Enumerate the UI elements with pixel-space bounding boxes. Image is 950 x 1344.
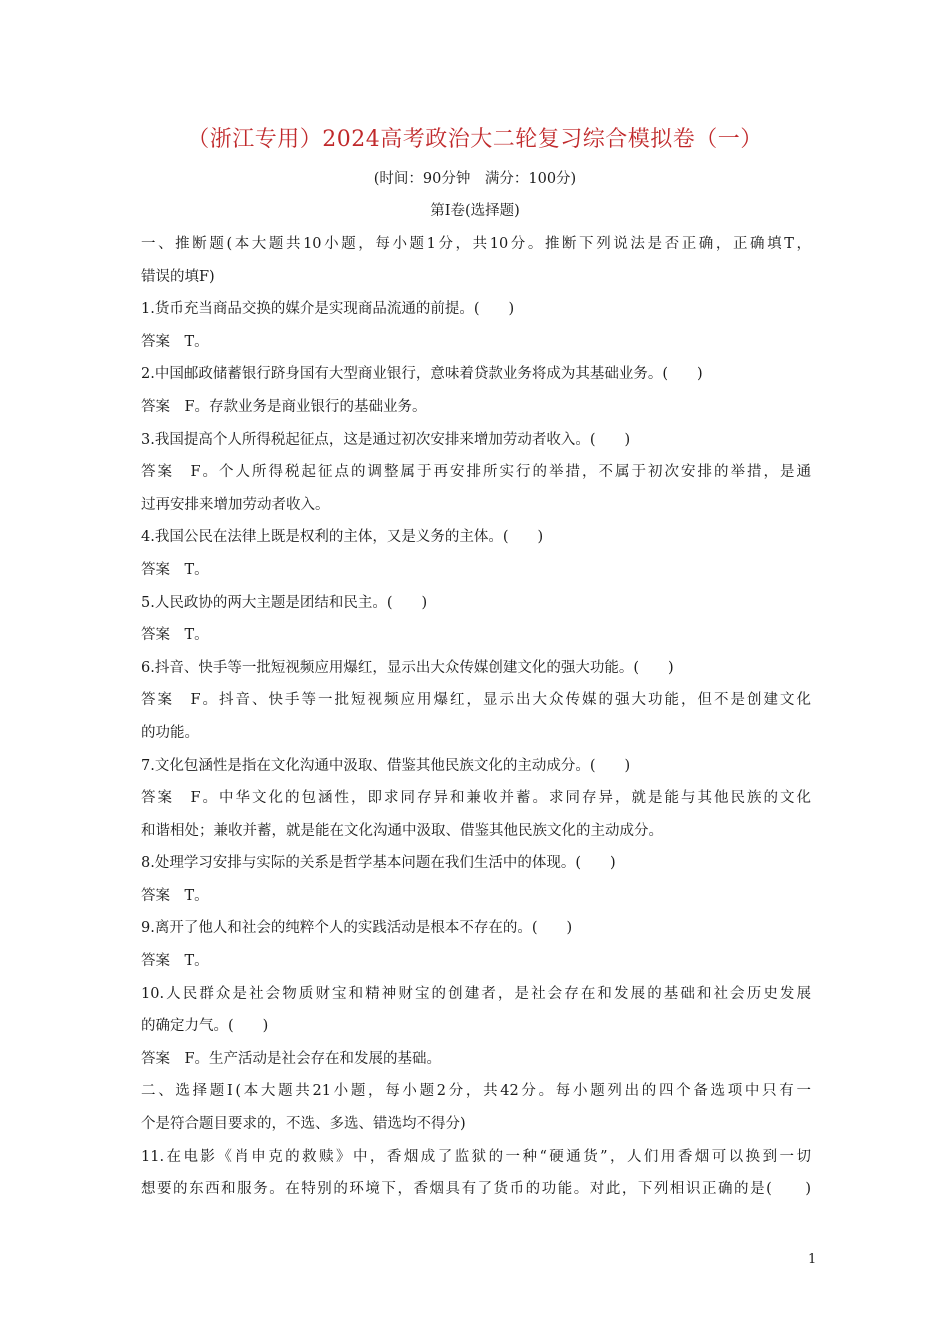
text-line: 3.我国提高个人所得税起征点，这是通过初次安排来增加劳动者收入。( ): [141, 431, 631, 448]
document-title: （浙江专用）2024高考政治大二轮复习综合模拟卷（一）: [187, 127, 763, 152]
text-line: 4.我国公民在法律上既是权利的主体，又是义务的主体。( ): [141, 529, 544, 546]
text-line: 9.离开了他人和社会的纯粹个人的实践活动是根本不存在的。( ): [141, 920, 573, 937]
text-line: 1.货币充当商品交换的媒介是实现商品流通的前提。( ): [141, 301, 515, 318]
text-line: 一、推断题(本大题共10小题，每小题1分，共10分。推断下列说法是否正确，正确填T，: [141, 236, 811, 252]
text-line: 答案 T。: [141, 953, 209, 970]
text-line: 答案 F。抖音、快手等一批短视频应用爆红，显示出大众传媒的强大功能，但不是创建文化: [141, 692, 811, 709]
text-line: 的确定力气。( ): [141, 1018, 269, 1035]
text-line: 和谐相处；兼收并蓄，就是能在文化沟通中汲取、借鉴其他民族文化的主动成分。: [141, 822, 663, 839]
text-line: 答案 T。: [141, 887, 209, 904]
text-line: 5.人民政协的两大主题是团结和民主。( ): [141, 594, 428, 611]
text-line: 答案 T。: [141, 333, 209, 350]
text-line: 11.在电影《肖申克的救赎》中，香烟成了监狱的一种“硬通货”，人们用香烟可以换到一切: [141, 1148, 811, 1165]
document-body: [141, 228, 811, 1206]
page-number: 1: [808, 1252, 817, 1267]
text-line: 答案 F。生产活动是社会存在和发展的基础。: [141, 1050, 442, 1067]
volume-heading: 第Ⅰ卷(选择题): [430, 203, 520, 219]
text-line: 10.人民群众是社会物质财宝和精神财宝的创建者，是社会存在和发展的基础和社会历史发展: [141, 985, 811, 1002]
text-line: 答案 F。存款业务是商业银行的基础业务。: [141, 398, 427, 415]
text-line: 答案 F。中华文化的包涵性，即求同存异和兼收并蓄。求同存异，就是能与其他民族的文化: [141, 790, 811, 807]
text-line: 过再安排来增加劳动者收入。: [141, 496, 330, 513]
text-line: 答案 T。: [141, 561, 209, 578]
text-line: 想要的东西和服务。在特别的环境下，香烟具有了货币的功能。对此，下列相识正确的是( ): [141, 1181, 811, 1198]
exam-time-score: (时间：90分钟 满分：100分): [373, 171, 577, 187]
text-line: 二、选择题Ⅰ(本大题共21小题，每小题2分，共42分。每小题列出的四个备选项中只有一: [141, 1083, 811, 1100]
text-line: 8.处理学习安排与实际的关系是哲学基本问题在我们生活中的体现。( ): [141, 855, 616, 872]
text-line: 个是符合题目要求的，不选、多选、错选均不得分): [141, 1116, 466, 1133]
text-line: 7.文化包涵性是指在文化沟通中汲取、借鉴其他民族文化的主动成分。( ): [141, 757, 631, 774]
text-line: 错误的填F): [141, 268, 215, 285]
text-line: 6.抖音、快手等一批短视频应用爆红，显示出大众传媒创建文化的强大功能。( ): [141, 659, 674, 676]
text-line: 2.中国邮政储蓄银行跻身国有大型商业银行，意味着贷款业务将成为其基础业务。( ): [141, 366, 703, 383]
text-line: 答案 F。个人所得税起征点的调整属于再安排所实行的举措，不属于初次安排的举措，是通: [141, 464, 811, 481]
text-line: 的功能。: [141, 724, 199, 741]
text-line: 答案 T。: [141, 627, 209, 644]
